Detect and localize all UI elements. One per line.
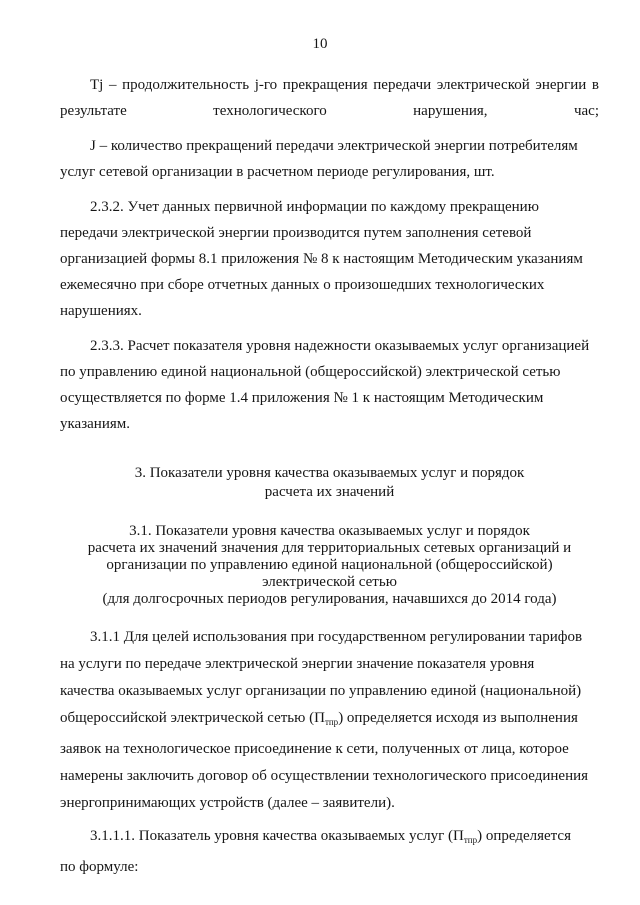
subscript-tpr: тпр <box>463 835 478 845</box>
line: энергопринимающих устройств (далее – заявители). <box>60 795 395 811</box>
line: указаниям. <box>60 416 130 432</box>
heading-line: организации по управлению единой национальной (общероссийской) <box>106 557 553 573</box>
line: 3.1.1 Для целей использования при государственном регулировании тарифов <box>90 629 583 645</box>
line: нарушениях. <box>60 303 142 319</box>
paragraph-j-definition <box>60 133 599 185</box>
line: результате технологического нарушения, час; <box>60 103 599 119</box>
heading-line: (для долгосрочных периодов регулирования, начавшихся до 2014 года) <box>102 591 557 607</box>
heading-line: 3.1. Показатели уровня качества оказываемых услуг и порядок <box>129 523 530 539</box>
line: заявок на технологическое присоединение к сети, полученных от лица, которое <box>60 741 569 757</box>
paragraph-3-1-1-1 <box>60 823 599 881</box>
line-with-formula-symbol: 3.1.1.1. Показатель уровня качества оказываемых услуг $(П_{тпр})$ определяется <box>90 828 571 845</box>
document-body <box>60 72 599 881</box>
line: осуществляется по форме 1.4 приложения № 1 к настоящим Методическим <box>60 390 544 406</box>
heading-line: расчета их значений <box>264 484 395 500</box>
heading-line: расчета их значений значения для территориальных сетевых организаций и <box>87 540 572 556</box>
heading-line: электрической сетью <box>262 574 397 590</box>
line: J – количество прекращений передачи электрической энергии потребителям <box>90 138 578 154</box>
line: 2.3.2. Учет данных первичной информации по каждому прекращению <box>90 199 539 215</box>
line-with-formula-symbol: общероссийской электрической сетью $(П_{тпр})$ определяется исходя из выполнения <box>60 710 578 727</box>
line: 2.3.3. Расчет показателя уровня надежности оказываемых услуг организацией <box>90 338 590 354</box>
subsection-heading-3-1 <box>60 523 599 608</box>
line: намерены заключить договор об осуществлении технологического присоединения <box>60 768 589 784</box>
line: по управлению единой национальной (общероссийской) электрической сетью <box>60 364 561 380</box>
line: услуг сетевой организации в расчетном периоде регулирования, шт. <box>60 164 495 180</box>
line: ежемесячно при сборе отчетных данных о произошедших технологических <box>60 277 545 293</box>
heading-line: 3. Показатели уровня качества оказываемых услуг и порядок <box>134 465 525 481</box>
line: по формуле: <box>60 859 139 875</box>
subscript-tpr: тпр <box>324 717 339 727</box>
page-number: 10 <box>312 36 328 52</box>
line: передачи электрической энергии производится путем заполнения сетевой <box>60 225 532 241</box>
paragraph-3-1-1 <box>60 624 599 817</box>
section-heading-3 <box>60 464 599 502</box>
paragraph-tj-definition <box>60 72 599 124</box>
paragraph-2-3-3 <box>60 333 599 437</box>
line: на услуги по передаче электрической энергии значение показателя уровня <box>60 656 535 672</box>
line: Tj – продолжительность j-го прекращения передачи электрической энергии в <box>90 77 599 93</box>
paragraph-2-3-2 <box>60 194 599 324</box>
line: качества оказываемых услуг организации по управлению единой (национальной) <box>60 683 582 699</box>
line: организацией формы 8.1 приложения № 8 к настоящим Методическим указаниям <box>60 251 583 267</box>
